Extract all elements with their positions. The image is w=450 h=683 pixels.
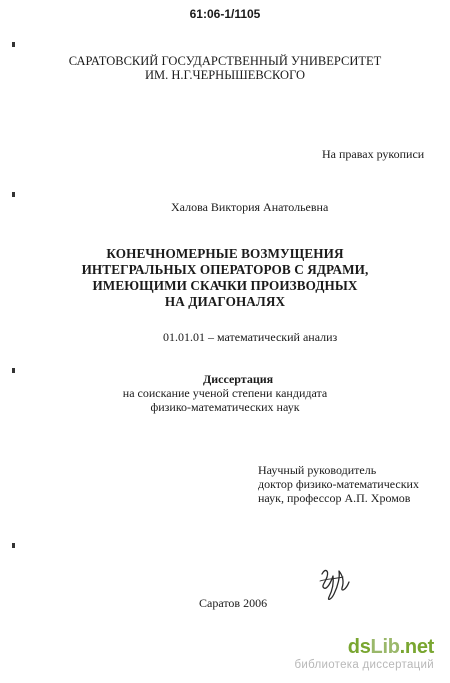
city-year: Саратов 2006 bbox=[199, 596, 268, 610]
margin-mark bbox=[12, 42, 15, 47]
dslib-logo[interactable] bbox=[348, 636, 434, 659]
dissertation-heading: Диссертация bbox=[203, 372, 274, 386]
title-line: ИНТЕГРАЛЬНЫХ ОПЕРАТОРОВ С ЯДРАМИ, bbox=[81, 262, 369, 277]
logo-text: ds bbox=[347, 636, 371, 658]
supervisor-line: Научный руководитель bbox=[258, 463, 377, 477]
rights-note: На правах рукописи bbox=[322, 147, 425, 161]
degree-line: физико-математических наук bbox=[150, 400, 300, 414]
title-line: ИМЕЮЩИМИ СКАЧКИ ПРОИЗВОДНЫХ bbox=[92, 278, 358, 293]
university-name: САРАТОВСКИЙ ГОСУДАРСТВЕННЫЙ УНИВЕРСИТЕТ bbox=[68, 54, 382, 68]
title-line: КОНЕЧНОМЕРНЫЕ ВОЗМУЩЕНИЯ bbox=[106, 246, 344, 261]
margin-mark bbox=[12, 192, 15, 197]
logo-text: .net bbox=[399, 636, 434, 658]
degree-line: на соискание ученой степени кандидата bbox=[122, 386, 328, 400]
title-line: НА ДИАГОНАЛЯХ bbox=[164, 294, 286, 309]
handwritten-signature bbox=[316, 560, 356, 602]
supervisor-line: наук, профессор А.П. Хромов bbox=[258, 491, 411, 505]
logo-text: Lib bbox=[370, 636, 400, 658]
supervisor-line: доктор физико-математических bbox=[258, 477, 419, 491]
margin-mark bbox=[12, 368, 15, 373]
dslib-tagline: библиотека диссертаций bbox=[294, 659, 434, 671]
archive-stamp: 61:06-1/1105 bbox=[189, 7, 261, 21]
specialty-code: 01.01.01 – математический анализ bbox=[163, 330, 338, 344]
author-name: Халова Виктория Анатольевна bbox=[171, 200, 329, 214]
university-name-line2: ИМ. Н.Г.ЧЕРНЫШЕВСКОГО bbox=[144, 68, 306, 82]
margin-mark bbox=[12, 543, 15, 548]
